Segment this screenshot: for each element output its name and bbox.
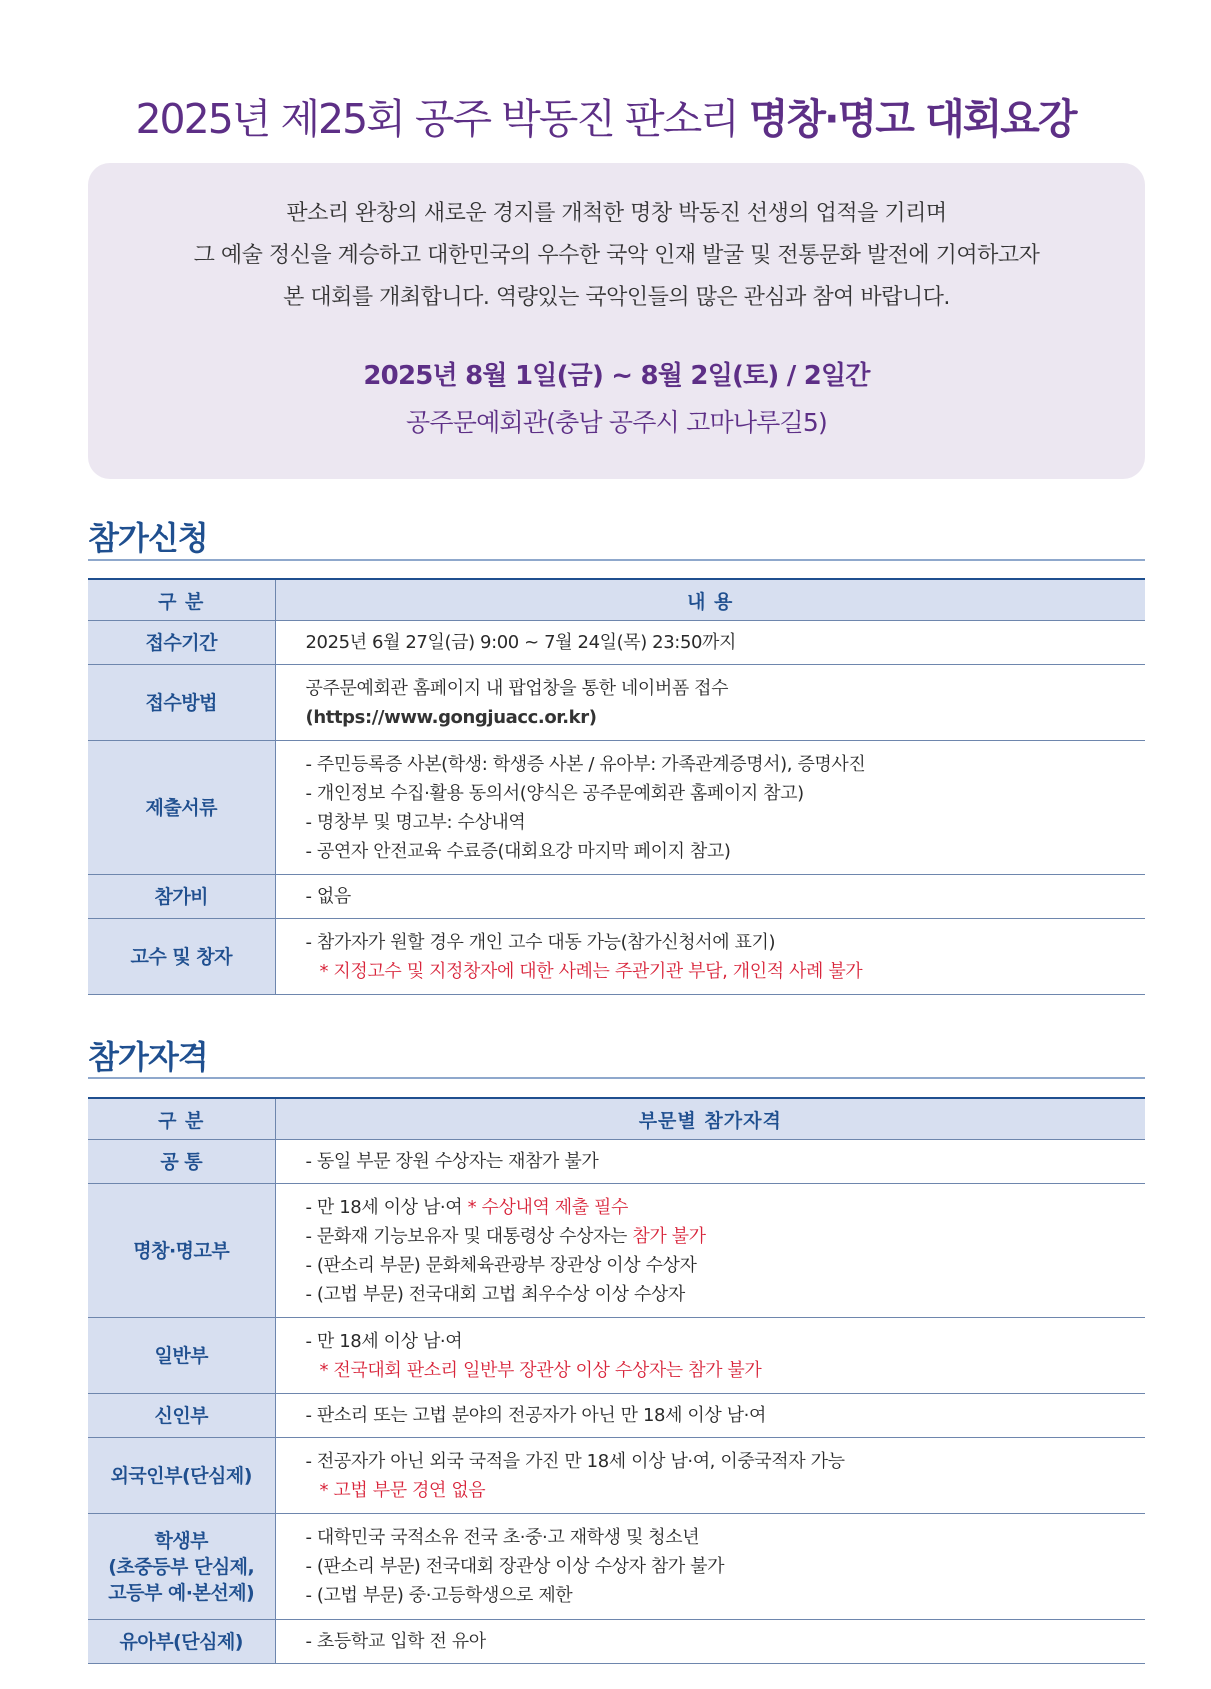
row-category: 신인부 [88,1394,275,1438]
row-category: 일반부 [88,1318,275,1394]
table-row [88,741,1145,875]
row-category: 접수방법 [88,665,275,741]
event-date: 2025년 8월 1일(금) ~ 8월 2일(토) / 2일간 [363,361,870,391]
table-header-row [88,579,1145,621]
content-line: - 명창부 및 명고부: 수상내역 [305,811,526,833]
table-row [88,1184,1145,1318]
content-text: - 문화재 기능보유자 및 대통령상 수상자는 [305,1225,633,1247]
content-line [306,1193,1146,1222]
row-category: 유아부(단심제) [88,1620,275,1664]
table-row [88,1394,1145,1438]
table-row [88,1318,1145,1394]
row-category: 접수기간 [88,621,275,665]
table-row [88,1140,1145,1184]
table-row [88,875,1145,919]
content-text: - 만 18세 이상 남·여 [305,1196,468,1218]
row-category: 공 통 [88,1140,275,1184]
content-line: - 주민등록증 사본(학생: 학생증 사본 / 유아부: 가족관계증명서), 증명사진 [305,753,866,775]
content-note: * 고법 부문 경연 없음 [319,1479,486,1501]
row-category: 고수 및 창자 [88,919,275,995]
table-row [88,919,1145,995]
category-line: 학생부 [154,1529,209,1552]
row-category [88,1514,275,1620]
content-line: - 판소리 또는 고법 분야의 전공자가 아닌 만 18세 이상 남·여 [305,1405,766,1426]
event-venue: 공주문예회관(충남 공주시 고마나루길5) [406,408,827,437]
title-bold: 명창·명고 대회요강 [748,95,1076,143]
content-line: 2025년 6월 27일(금) 9:00 ~ 7월 24일(목) 23:50까지 [305,632,737,653]
page-title [0,86,1211,145]
content-line: 공주문예회관 홈페이지 내 팝업창을 통한 네이버폼 접수 [305,677,729,699]
content-note: * 수상내역 제출 필수 [467,1196,629,1218]
row-category: 참가비 [88,875,275,919]
content-line: - 초등학교 입학 전 유아 [305,1631,486,1652]
content-line: - (판소리 부문) 전국대회 장관상 이상 수상자 참가 불가 [305,1556,725,1577]
content-note: * 지정고수 및 지정창자에 대한 사례는 주관기관 부담, 개인적 사례 불가 [319,960,863,982]
content-note: * 전국대회 판소리 일반부 장관상 이상 수상자는 참가 불가 [319,1359,762,1381]
table-header-row [88,1098,1145,1140]
row-content [275,1514,1145,1620]
content-note: 참가 불가 [632,1225,706,1247]
row-content [275,665,1145,741]
header-category: 구 분 [88,1098,275,1140]
content-line: - 공연자 안전교육 수료증(대회요강 마지막 페이지 참고) [305,840,731,862]
content-line: - 개인정보 수집·활용 동의서(양식은 공주문예회관 홈페이지 참고) [305,782,804,804]
section-divider [88,1077,1145,1079]
row-content [275,919,1145,995]
row-category: 명창·명고부 [88,1184,275,1318]
content-line: - 만 18세 이상 남·여 [305,1330,463,1352]
row-content [275,1184,1145,1318]
content-line: - 참가자가 원할 경우 개인 고수 대동 가능(참가신청서에 표기) [305,931,776,953]
category-line: 고등부 예·본선제) [108,1581,255,1604]
content-line: - 없음 [305,886,351,907]
category-line: (초중등부 단심제, [108,1555,255,1578]
row-content [275,1318,1145,1394]
row-content [275,1394,1145,1438]
content-line: - 전공자가 아닌 외국 국적을 가진 만 18세 이상 남·여, 이중국적자 가능 [305,1450,845,1472]
content-line: - (고법 부문) 전국대회 고법 최우수상 이상 수상자 [305,1283,685,1305]
table-row [88,1514,1145,1620]
content-line: - (판소리 부문) 문화체육관광부 장관상 이상 수상자 [305,1254,697,1276]
table-row [88,665,1145,741]
section-divider [88,559,1145,561]
section-title-application: 참가신청 [88,519,208,557]
row-content [275,875,1145,919]
content-line: - (고법 부문) 중·고등학생으로 제한 [305,1585,573,1606]
eligibility-table [88,1097,1145,1664]
table-row [88,1620,1145,1664]
row-content [275,741,1145,875]
intro-line: 본 대회를 개최합니다. 역량있는 국악인들의 많은 관심과 참여 바랍니다. [283,285,950,310]
content-line: - 대학민국 국적소유 전국 초·중·고 재학생 및 청소년 [305,1527,700,1548]
header-content: 부문별 참가자격 [275,1098,1145,1140]
website-link[interactable]: (https://www.gongjuacc.or.kr) [305,706,597,728]
intro-text [88,193,1145,319]
header-content: 내 용 [275,579,1145,621]
row-content [275,1438,1145,1514]
row-category: 외국인부(단심제) [88,1438,275,1514]
content-line: - 동일 부문 장원 수상자는 재참가 불가 [305,1151,599,1172]
section-title-eligibility: 참가자격 [88,1038,208,1076]
row-category: 제출서류 [88,741,275,875]
header-category: 구 분 [88,579,275,621]
intro-line: 그 예술 정신을 계승하고 대한민국의 우수한 국악 인재 발굴 및 전통문화 발전에 기여하고자 [193,243,1040,268]
intro-box [88,163,1145,479]
table-row [88,1438,1145,1514]
intro-line: 판소리 완창의 새로운 경지를 개척한 명창 박동진 선생의 업적을 기리며 [286,201,947,226]
row-content [275,1620,1145,1664]
row-content [275,621,1145,665]
row-content [275,1140,1145,1184]
application-table [88,578,1145,995]
table-row [88,621,1145,665]
title-normal: 2025년 제25회 공주 박동진 판소리 [135,95,749,143]
content-line [306,1222,1146,1251]
